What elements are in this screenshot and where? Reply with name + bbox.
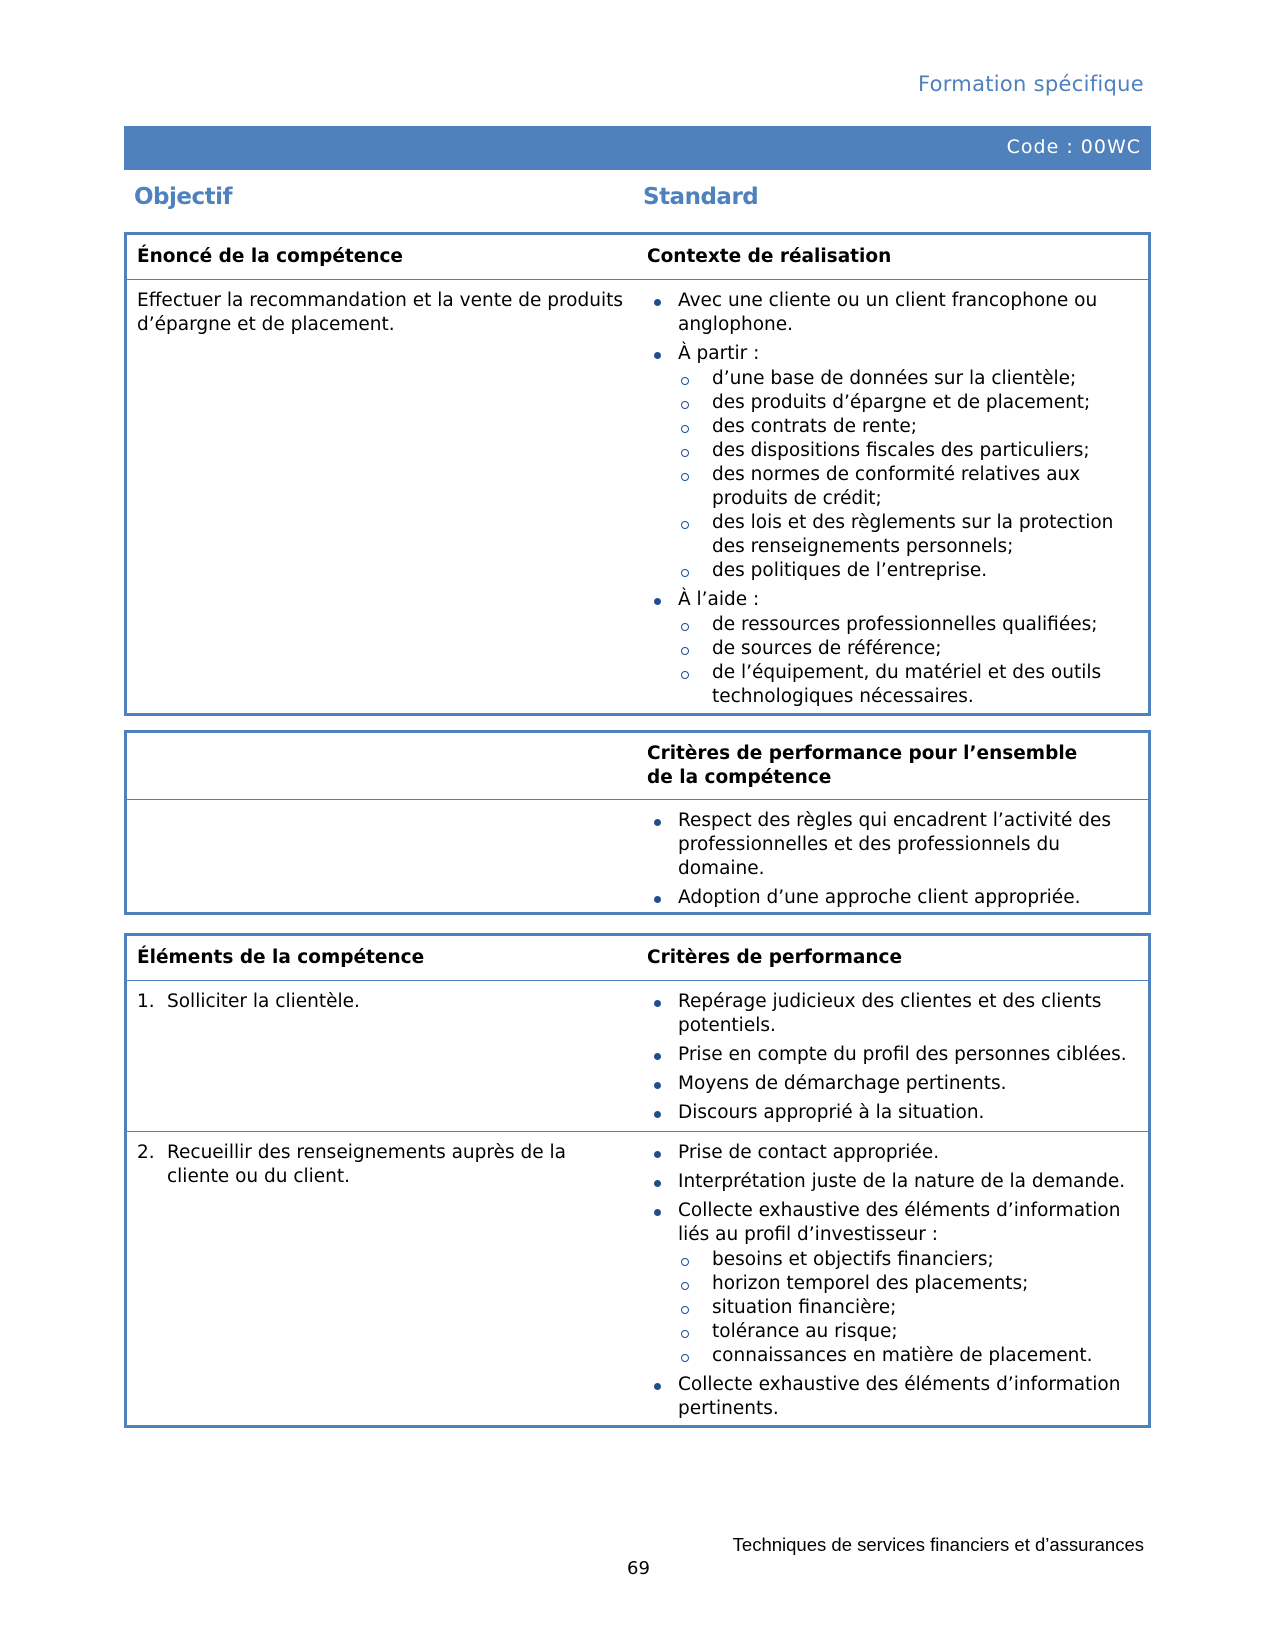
criterion-item: Prise de contact appropriée. bbox=[647, 1141, 1138, 1165]
competency-statement: Effectuer la recommandation et la vente de produits d’épargne et de placement. bbox=[137, 290, 623, 335]
program-name: Techniques de services financiers et d’assurances bbox=[732, 1534, 1144, 1555]
context-item: À partir : d’une base de données sur la clientèle; des produits d’épargne et de placement; des contrats de rente; des dispositions fiscales des particuliers; des normes de conformité relatives aux produits de crédit; des lois et des règlements sur la protection des renseignements personnels; des politiques de l’entreprise. bbox=[647, 342, 1138, 583]
statement-context-table bbox=[124, 232, 1151, 716]
context-subitem: de sources de référence; bbox=[678, 637, 1138, 661]
criterion-item: Repérage judicieux des clientes et des clients potentiels. bbox=[647, 990, 1138, 1038]
section-label: Formation spécifique bbox=[917, 72, 1144, 96]
objectif-title: Objectif bbox=[134, 184, 233, 210]
criterion-item: Collecte exhaustive des éléments d’information liés au profil d’investisseur : besoins et objectifs financiers; horizon temporel des placements; situation financière; tolérance au risque; connaissances en matière de placement. bbox=[647, 1199, 1138, 1368]
criterion-subitem: situation financière; bbox=[678, 1296, 1138, 1320]
code-bar bbox=[124, 126, 1151, 170]
criteria-header: Critères de performance bbox=[647, 947, 903, 968]
criterion-item: Prise en compte du profil des personnes ciblées. bbox=[647, 1043, 1138, 1067]
criterion-item: Collecte exhaustive des éléments d’information pertinents. bbox=[647, 1373, 1138, 1421]
context-subitem: de l’équipement, du matériel et des outils technologiques nécessaires. bbox=[678, 661, 1138, 709]
overall-criteria-header: Critères de performance pour l’ensemble de la compétence bbox=[647, 743, 1078, 788]
criteria-list bbox=[647, 990, 1138, 1125]
overall-criteria-list bbox=[647, 809, 1138, 910]
criteria-list bbox=[647, 1141, 1138, 1421]
criterion-subitem: connaissances en matière de placement. bbox=[678, 1344, 1138, 1368]
context-item: À l’aide : de ressources professionnelles qualifiées; de sources de référence; de l’équipement, du matériel et des outils technologiques nécessaires. bbox=[647, 588, 1138, 709]
element-row bbox=[127, 980, 1148, 1131]
context-subitem: des contrats de rente; bbox=[678, 415, 1138, 439]
element-item: 1. Solliciter la clientèle. bbox=[137, 991, 360, 1012]
criterion-subitem: tolérance au risque; bbox=[678, 1320, 1138, 1344]
competency-code: Code : 00WC bbox=[1006, 136, 1141, 158]
statement-header: Énoncé de la compétence bbox=[137, 246, 403, 267]
context-subitem: des lois et des règlements sur la protection des renseignements personnels; bbox=[678, 511, 1138, 559]
criterion-item: Adoption d’une approche client appropriée. bbox=[647, 886, 1138, 910]
page-number: 69 bbox=[627, 1558, 650, 1579]
criterion-item: Discours approprié à la situation. bbox=[647, 1101, 1138, 1125]
elements-header: Éléments de la compétence bbox=[137, 947, 425, 968]
criterion-item: Respect des règles qui encadrent l’activité des professionnelles et des professionnels du domaine. bbox=[647, 809, 1138, 881]
context-subitem: des produits d’épargne et de placement; bbox=[678, 391, 1138, 415]
criterion-subitem: besoins et objectifs financiers; bbox=[678, 1248, 1138, 1272]
context-header: Contexte de réalisation bbox=[647, 246, 892, 267]
context-subitem: de ressources professionnelles qualifiées; bbox=[678, 613, 1138, 637]
context-subitem: des normes de conformité relatives aux produits de crédit; bbox=[678, 463, 1138, 511]
criterion-item: Moyens de démarchage pertinents. bbox=[647, 1072, 1138, 1096]
elements-criteria-table bbox=[124, 933, 1151, 1428]
context-subitem: des dispositions fiscales des particuliers; bbox=[678, 439, 1138, 463]
overall-criteria-table bbox=[124, 730, 1151, 915]
element-item: 2. Recueillir des renseignements auprès de la cliente ou du client. bbox=[137, 1142, 566, 1187]
element-row bbox=[127, 1131, 1148, 1425]
criterion-item: Interprétation juste de la nature de la demande. bbox=[647, 1170, 1138, 1194]
context-subitem: d’une base de données sur la clientèle; bbox=[678, 367, 1138, 391]
standard-title: Standard bbox=[643, 184, 759, 210]
context-list bbox=[647, 289, 1138, 709]
context-item: Avec une cliente ou un client francophone ou anglophone. bbox=[647, 289, 1138, 337]
context-subitem: des politiques de l’entreprise. bbox=[678, 559, 1138, 583]
criterion-subitem: horizon temporel des placements; bbox=[678, 1272, 1138, 1296]
